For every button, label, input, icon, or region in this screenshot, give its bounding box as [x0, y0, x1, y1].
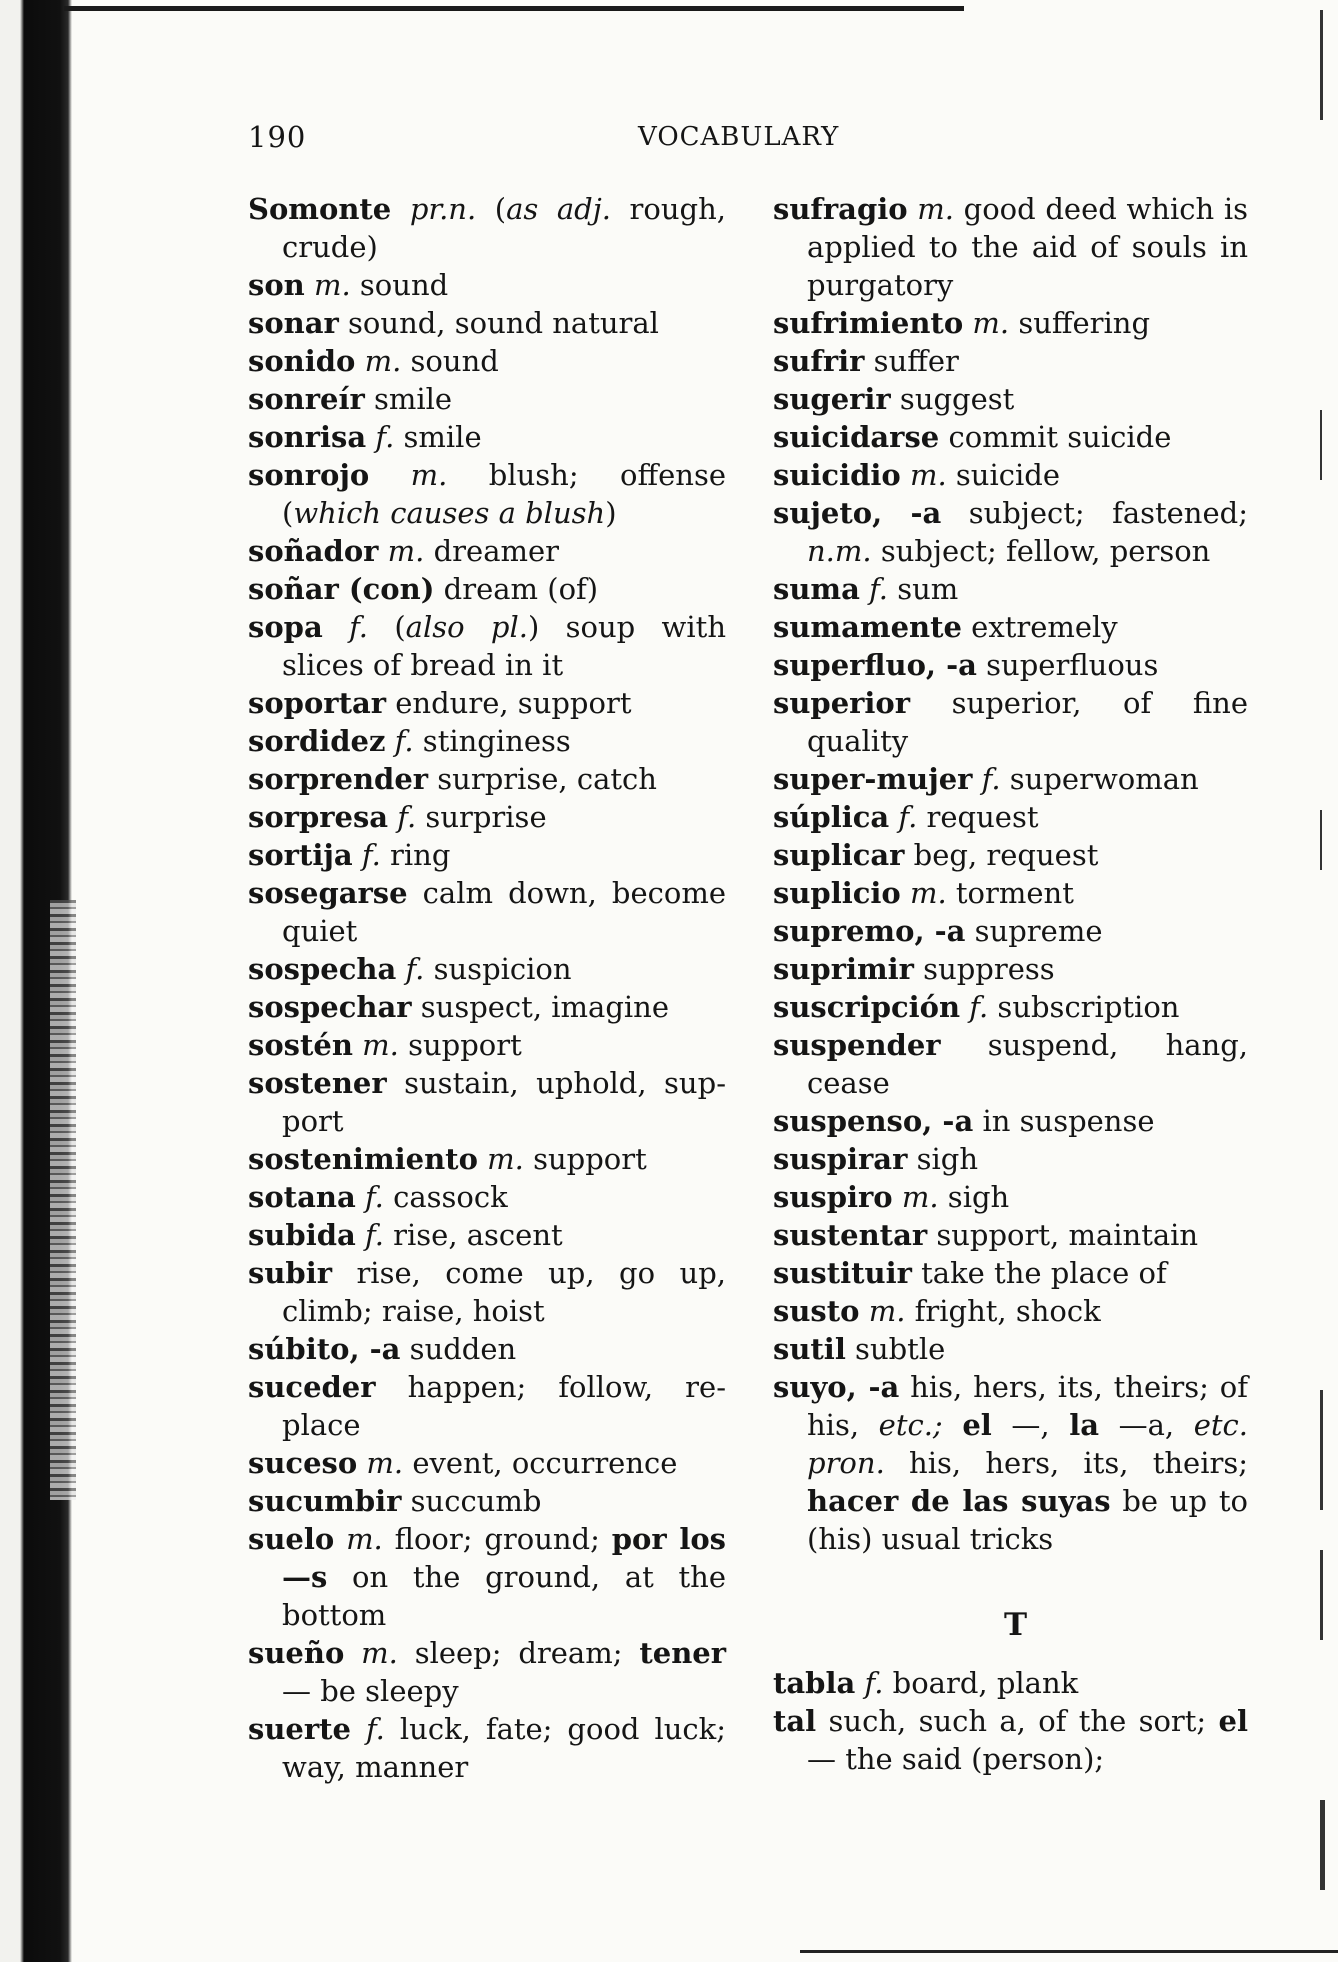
right-edge-marks: [1320, 10, 1324, 1910]
entry-grammar: as adj.: [506, 192, 611, 226]
entry-definition: [344, 1636, 361, 1670]
entry-definition: [356, 1218, 365, 1252]
vocabulary-entry: [248, 1368, 726, 1444]
vocabulary-entry: [248, 836, 726, 874]
entry-definition: sigh: [907, 1142, 979, 1176]
vocabulary-entry: [773, 1368, 1248, 1558]
entry-grammar: f.: [365, 1712, 385, 1746]
entry-grammar: m.: [313, 268, 351, 302]
entry-definition: suffer: [864, 344, 959, 378]
entry-headword: súbito, -a: [248, 1332, 401, 1366]
vocabulary-entry: [248, 342, 726, 380]
entry-definition: floor; ground;: [382, 1522, 612, 1556]
vocabulary-entry: [773, 760, 1248, 798]
entry-definition: subtle: [845, 1332, 946, 1366]
vocabulary-entry: [248, 456, 726, 532]
entry-headword: super-mujer: [773, 762, 973, 796]
entry-headword: por los —s: [282, 1522, 727, 1594]
entry-grammar: m.: [346, 1522, 383, 1556]
entry-definition: sound: [350, 268, 449, 302]
entry-headword: subir: [248, 1256, 332, 1290]
vocabulary-entry: [773, 570, 1248, 608]
entry-definition: board, plank: [883, 1666, 1079, 1700]
vocabulary-entry: [773, 418, 1248, 456]
vocabulary-entry: [773, 912, 1248, 950]
entry-grammar: etc.: [1193, 1408, 1249, 1442]
entry-headword: sugerir: [773, 382, 891, 416]
section-letter: T: [1003, 1607, 1028, 1643]
entry-definition: good deed which is applied to the aid of souls in purgatory: [807, 192, 1248, 302]
spine-speckle: [50, 900, 76, 1500]
entry-headword: sorprender: [248, 762, 429, 796]
entry-grammar: f.: [869, 572, 889, 606]
entry-headword: sorpresa: [248, 800, 389, 834]
entry-definition: —,: [991, 1408, 1070, 1442]
entry-headword: suceso: [248, 1446, 358, 1480]
vocabulary-entry: [248, 1710, 726, 1786]
vocabulary-entry: [248, 1140, 726, 1178]
entry-definition: [478, 1142, 487, 1176]
vocabulary-entry: [773, 646, 1248, 684]
entry-definition: dreamer: [424, 534, 560, 568]
entry-headword: sordidez: [248, 724, 386, 758]
entry-headword: sortija: [248, 838, 353, 872]
entry-grammar: f.: [364, 1180, 384, 1214]
vocabulary-entry: [248, 684, 726, 722]
entry-grammar: f.: [365, 1218, 384, 1252]
entry-headword: superfluo, -a: [773, 648, 977, 682]
entry-headword: soñar (con): [248, 572, 435, 606]
entry-definition: smile: [364, 382, 453, 416]
entry-headword: sonido: [248, 344, 356, 378]
vocabulary-entry: [248, 1026, 726, 1064]
entry-grammar: etc.;: [878, 1408, 943, 1442]
entry-definition: happen; follow, replace: [282, 1370, 726, 1442]
entry-headword: soportar: [248, 686, 387, 720]
entry-definition: [385, 724, 394, 758]
entry-grammar: n.m.: [807, 534, 872, 568]
entry-headword: sosegarse: [248, 876, 408, 910]
entry-definition: subject; fellow, person: [871, 534, 1211, 568]
vocabulary-entry: [248, 798, 726, 836]
entry-definition: (: [368, 610, 406, 644]
entry-definition: — the said (person);: [807, 1742, 1105, 1776]
entry-definition: sustain, uphold, support: [282, 1066, 726, 1138]
entry-grammar: m.: [909, 876, 947, 910]
entry-definition: suspicion: [424, 952, 572, 986]
vocabulary-entry: [248, 418, 726, 456]
entry-grammar: f.: [394, 724, 414, 758]
vocabulary-entry: [773, 1216, 1248, 1254]
entry-headword: suicidio: [773, 458, 901, 492]
entry-grammar: f.: [361, 838, 381, 872]
vocabulary-entry: [773, 342, 1248, 380]
entry-headword: sostenimiento: [248, 1142, 478, 1176]
entry-definition: [378, 534, 387, 568]
page-number: 190: [248, 120, 307, 154]
entry-grammar: f.: [981, 762, 1001, 796]
entry-definition: support: [398, 1028, 522, 1062]
entry-definition: ) soup with slices of bread in it: [282, 610, 726, 682]
vocabulary-entry: [248, 570, 726, 608]
entry-headword: sujeto, -a: [773, 496, 942, 530]
entry-definition: [366, 420, 375, 454]
entry-definition: take the place of: [911, 1256, 1167, 1290]
entry-definition: blush; offense (: [282, 458, 726, 530]
entry-headword: sufrir: [773, 344, 865, 378]
right-column: [773, 190, 1248, 1778]
vocabulary-entry: [773, 874, 1248, 912]
entry-definition: [353, 1028, 362, 1062]
entry-headword: suyo, -a: [773, 1370, 900, 1404]
entry-definition: rough, crude): [282, 192, 726, 264]
entry-definition: rise, come up, go up, climb; raise, hoist: [282, 1256, 726, 1328]
vocabulary-entry: [248, 532, 726, 570]
entry-definition: torment: [946, 876, 1074, 910]
vocabulary-entry: [248, 1178, 726, 1216]
entry-definition: — be sleepy: [282, 1674, 459, 1708]
vocabulary-entry: [773, 836, 1248, 874]
entry-definition: beg, request: [904, 838, 1099, 872]
vocabulary-entry: [773, 798, 1248, 836]
entry-definition: succumb: [401, 1484, 542, 1518]
entry-definition: [889, 800, 898, 834]
entry-headword: sostén: [248, 1028, 353, 1062]
entry-definition: subscription: [988, 990, 1180, 1024]
entry-headword: sospechar: [248, 990, 412, 1024]
entry-definition: sigh: [938, 1180, 1010, 1214]
entry-definition: [859, 1294, 868, 1328]
vocabulary-entry: [773, 950, 1248, 988]
entry-definition: [323, 610, 349, 644]
entry-grammar: m.: [917, 192, 954, 226]
entry-grammar: m.: [972, 306, 1010, 340]
entry-headword: suspiro: [773, 1180, 893, 1214]
vocabulary-entry: [773, 1178, 1248, 1216]
entry-definition: supreme: [965, 914, 1103, 948]
entry-definition: such, such a, of the sort;: [816, 1704, 1219, 1738]
entry-headword: soñador: [248, 534, 379, 568]
entry-definition: stinginess: [413, 724, 571, 758]
entry-definition: ring: [380, 838, 451, 872]
vocabulary-entry: [773, 190, 1248, 304]
entry-headword: sufrimiento: [773, 306, 964, 340]
vocabulary-entry: [773, 456, 1248, 494]
vocabulary-entry: [248, 1634, 726, 1710]
vocabulary-entry: [248, 1216, 726, 1254]
entry-definition: sleep; dream;: [397, 1636, 640, 1670]
vocabulary-entry: [248, 1520, 726, 1634]
entry-grammar: m.: [487, 1142, 524, 1176]
entry-headword: súplica: [773, 800, 890, 834]
entry-headword: suerte: [248, 1712, 351, 1746]
entry-headword: sustentar: [773, 1218, 928, 1252]
entry-grammar: f.: [405, 952, 425, 986]
entry-definition: ): [605, 496, 617, 530]
entry-definition: support, maintain: [927, 1218, 1199, 1252]
entry-grammar: m.: [901, 1180, 939, 1214]
entry-headword: suplicio: [773, 876, 901, 910]
entry-definition: on the ground, at the bottom: [282, 1560, 726, 1632]
entry-definition: sound: [401, 344, 499, 378]
vocabulary-entry: [773, 988, 1248, 1026]
vocabulary-entry: [248, 1444, 726, 1482]
entry-headword: suceder: [248, 1370, 376, 1404]
entry-grammar: f.: [397, 800, 417, 834]
entry-headword: susto: [773, 1294, 860, 1328]
entry-definition: [960, 990, 969, 1024]
entry-definition: superior, of fine quality: [807, 686, 1248, 758]
vocabulary-entry: [248, 190, 726, 266]
entry-definition: his, hers, its, theirs; of his,: [807, 1370, 1249, 1442]
entry-definition: request: [917, 800, 1039, 834]
entry-definition: [860, 572, 869, 606]
entry-definition: event, occurrence: [403, 1446, 678, 1480]
entry-definition: endure, support: [386, 686, 632, 720]
running-head-title: VOCABULARY: [638, 122, 840, 152]
entry-definition: [893, 1180, 902, 1214]
vocabulary-entry: [773, 1026, 1248, 1102]
entry-headword: Somonte: [248, 192, 392, 226]
entry-definition: his, hers, its, theirs;: [884, 1446, 1248, 1480]
entry-definition: [305, 268, 314, 302]
entry-definition: [334, 1522, 346, 1556]
entry-definition: —a,: [1099, 1408, 1194, 1442]
entry-definition: surprise: [416, 800, 547, 834]
entry-headword: sonar: [248, 306, 339, 340]
entry-definition: rise, ascent: [383, 1218, 563, 1252]
left-column: [248, 190, 726, 1786]
entry-grammar: m.: [868, 1294, 906, 1328]
vocabulary-entry: [773, 1140, 1248, 1178]
entry-definition: sum: [888, 572, 959, 606]
entry-definition: [908, 192, 918, 226]
entry-definition: in suspense: [973, 1104, 1155, 1138]
entry-definition: suppress: [913, 952, 1055, 986]
vocabulary-entry: [773, 1330, 1248, 1368]
entry-definition: suspect, imagine: [411, 990, 670, 1024]
entry-headword: sostener: [248, 1066, 387, 1100]
entry-definition: [963, 306, 972, 340]
entry-grammar: f.: [864, 1666, 884, 1700]
entry-headword: suelo: [248, 1522, 335, 1556]
bottom-edge-rule: [800, 1950, 1338, 1953]
entry-definition: dream (of): [434, 572, 599, 606]
entry-definition: cassock: [383, 1180, 508, 1214]
entry-definition: [388, 800, 397, 834]
entry-definition: subject; fastened;: [941, 496, 1248, 530]
entry-definition: superwoman: [1000, 762, 1199, 796]
entry-definition: be up to (his) usual tricks: [807, 1484, 1248, 1556]
entry-grammar: m.: [410, 458, 448, 492]
vocabulary-entry: [773, 1664, 1248, 1702]
entry-grammar: m.: [361, 1636, 398, 1670]
entry-definition: [369, 458, 410, 492]
entry-definition: [972, 762, 981, 796]
entry-grammar: m.: [387, 534, 425, 568]
entry-grammar: m.: [909, 458, 947, 492]
running-head: [0, 120, 1338, 160]
entry-headword: suplicar: [773, 838, 905, 872]
vocabulary-entry: [248, 266, 726, 304]
entry-definition: [901, 876, 910, 910]
vocabulary-entry: [248, 1482, 726, 1520]
top-edge-rule: [64, 6, 964, 11]
entry-headword: subida: [248, 1218, 356, 1252]
entry-headword: suicidarse: [773, 420, 940, 454]
vocabulary-entry: [248, 1330, 726, 1368]
entry-headword: suprimir: [773, 952, 914, 986]
entry-definition: [391, 192, 410, 226]
vocabulary-entry: [773, 494, 1248, 570]
vocabulary-entry: [773, 608, 1248, 646]
entry-definition: smile: [394, 420, 482, 454]
vocabulary-entry: [773, 304, 1248, 342]
entry-headword: suspenso, -a: [773, 1104, 974, 1138]
entry-headword: sonreír: [248, 382, 365, 416]
vocabulary-entry: [773, 684, 1248, 760]
entry-headword: sutil: [773, 1332, 846, 1366]
entry-headword: el: [1218, 1704, 1248, 1738]
entry-definition: support: [523, 1142, 647, 1176]
entry-grammar: f.: [969, 990, 989, 1024]
entry-headword: sospecha: [248, 952, 397, 986]
entry-definition: calm down, become quiet: [282, 876, 726, 948]
vocabulary-entry: [773, 380, 1248, 418]
entry-headword: suscripción: [773, 990, 961, 1024]
entry-headword: son: [248, 268, 305, 302]
entry-definition: superfluous: [976, 648, 1159, 682]
entry-headword: suspender: [773, 1028, 941, 1062]
entry-grammar: m.: [366, 1446, 404, 1480]
entry-headword: sucumbir: [248, 1484, 402, 1518]
entry-headword: sopa: [248, 610, 323, 644]
entry-definition: (: [476, 192, 507, 226]
entry-headword: supremo, -a: [773, 914, 966, 948]
entry-headword: el: [962, 1408, 992, 1442]
entry-definition: [943, 1408, 963, 1442]
entry-definition: suicide: [946, 458, 1060, 492]
entry-definition: [356, 1180, 365, 1214]
entry-definition: extremely: [961, 610, 1118, 644]
entry-headword: sonrisa: [248, 420, 367, 454]
vocabulary-entry: [248, 380, 726, 418]
entry-grammar: pr.n.: [409, 192, 477, 226]
vocabulary-entry: [773, 1102, 1248, 1140]
entry-headword: sueño: [248, 1636, 345, 1670]
entry-headword: sumamente: [773, 610, 962, 644]
entry-grammar: m.: [364, 344, 402, 378]
entry-definition: suggest: [890, 382, 1015, 416]
vocabulary-entry: [773, 1292, 1248, 1330]
vocabulary-entry: [248, 608, 726, 684]
entry-grammar: m.: [362, 1028, 399, 1062]
entry-headword: sotana: [248, 1180, 356, 1214]
entry-definition: fright, shock: [905, 1294, 1101, 1328]
entry-headword: la: [1069, 1408, 1100, 1442]
entry-definition: sudden: [400, 1332, 517, 1366]
vocabulary-entry: [248, 988, 726, 1026]
entry-headword: suspirar: [773, 1142, 908, 1176]
entry-headword: hacer de las suyas: [807, 1484, 1111, 1518]
entry-headword: sufragio: [773, 192, 908, 226]
entry-definition: suspend, hang, cease: [807, 1028, 1248, 1100]
entry-definition: [355, 344, 364, 378]
entry-grammar: f.: [898, 800, 918, 834]
vocabulary-entry: [248, 1254, 726, 1330]
entry-headword: tal: [773, 1704, 817, 1738]
entry-definition: [353, 838, 362, 872]
entry-grammar: also pl.: [405, 610, 528, 644]
entry-definition: luck, fate; good luck; way, manner: [282, 1712, 726, 1784]
entry-headword: suma: [773, 572, 860, 606]
entry-headword: sonrojo: [248, 458, 370, 492]
vocabulary-entry: [248, 760, 726, 798]
entry-definition: surprise, catch: [428, 762, 657, 796]
entry-definition: [855, 1666, 864, 1700]
vocabulary-entry: [248, 722, 726, 760]
entry-headword: tabla: [773, 1666, 856, 1700]
entry-headword: sustituir: [773, 1256, 912, 1290]
entry-grammar: pron.: [807, 1446, 885, 1480]
vocabulary-entry: [773, 1254, 1248, 1292]
entry-definition: sound, sound natural: [338, 306, 659, 340]
entry-grammar: f.: [349, 610, 369, 644]
entry-grammar: which causes a blush: [293, 496, 606, 530]
entry-definition: [351, 1712, 366, 1746]
vocabulary-entry: [248, 304, 726, 342]
vocabulary-entry: [773, 1702, 1248, 1778]
entry-definition: commit suicide: [939, 420, 1172, 454]
entry-definition: [901, 458, 910, 492]
vocabulary-entry: [248, 950, 726, 988]
entry-grammar: f.: [375, 420, 395, 454]
entry-headword: superior: [773, 686, 911, 720]
entry-headword: tener: [639, 1636, 727, 1670]
vocabulary-entry: [248, 1064, 726, 1140]
vocabulary-entry: [248, 874, 726, 950]
entry-definition: suffering: [1009, 306, 1151, 340]
